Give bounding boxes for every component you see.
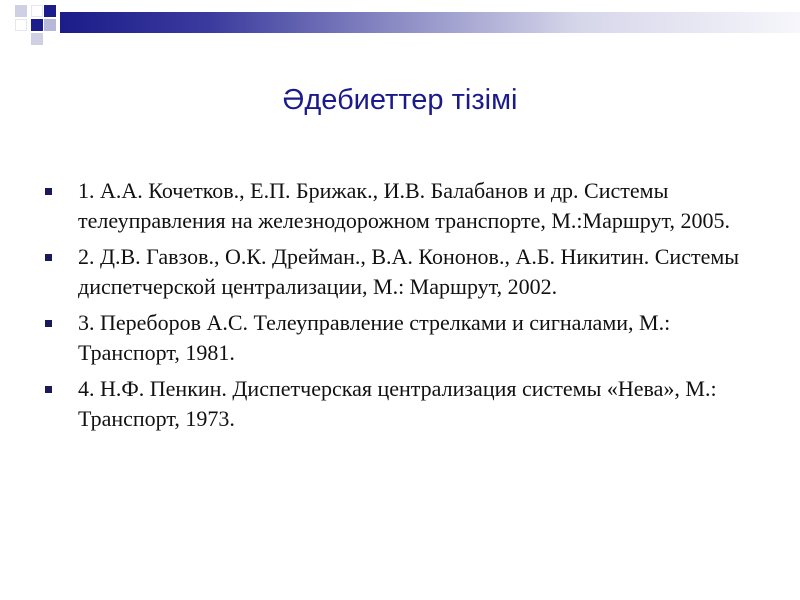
bullet-square-icon [45, 320, 52, 327]
slide-title: Әдебиеттер тізімі [282, 84, 518, 116]
header-gradient-bar [60, 12, 800, 33]
reference-item [40, 242, 760, 302]
bullet-square-icon [45, 254, 52, 261]
reference-item [40, 374, 760, 434]
decor-square [15, 19, 27, 31]
decor-square [31, 5, 43, 17]
reference-item [40, 176, 760, 236]
decor-square [15, 5, 27, 17]
reference-text: 2. Д.В. Гавзов., О.К. Дрейман., В.А. Кононов., А.Б. Никитин. Системы диспетчерской централизации, М.: Маршрут, 2002. [78, 244, 740, 299]
reference-text: 1. А.А. Кочетков., Е.П. Брижак., И.В. Балабанов и др. Системы телеуправления на железнодорожном транспорте, М.:Маршрут, 2005. [78, 178, 730, 233]
decor-square [44, 5, 56, 17]
reference-text: 3. Переборов А.С. Телеуправление стрелками и сигналами, М.: Транспорт, 1981. [78, 310, 671, 365]
bullet-square-icon [45, 188, 52, 195]
decor-square [44, 19, 56, 31]
bullet-square-icon [45, 386, 52, 393]
reference-item [40, 308, 760, 368]
reference-text: 4. Н.Ф. Пенкин. Диспетчерская централизация системы «Нева», М.: Транспорт, 1973. [78, 376, 717, 431]
decor-square [31, 33, 43, 45]
reference-list [40, 176, 760, 440]
decor-square [31, 19, 43, 31]
